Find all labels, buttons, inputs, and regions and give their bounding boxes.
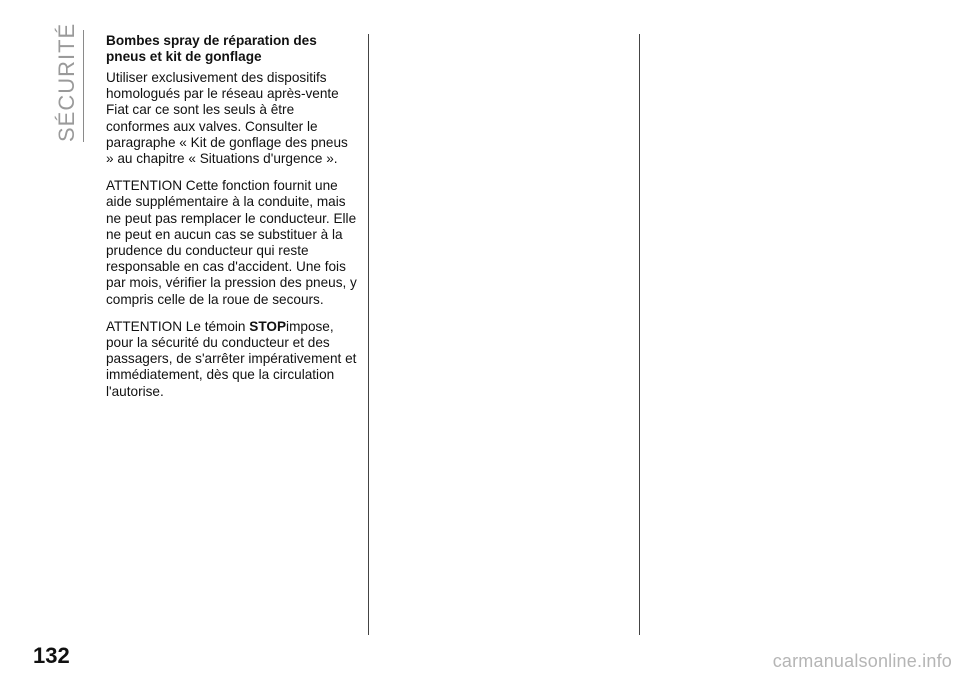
paragraph-warning-stop: [106, 319, 358, 400]
column-divider-2: [639, 34, 640, 635]
section-heading: Bombes spray de réparation des pneus et kit de gonflage: [106, 33, 317, 64]
watermark: carmanualsonline.info: [772, 651, 952, 671]
paragraph-devices: Utiliser exclusivement des dispositifs homologués par le réseau après-vente Fiat car ce sont les seuls à être conformes aux valves. Consulter le paragraphe « Kit de gonflage des pneus » au chapitre « Situations d'urgence ».: [106, 70, 348, 167]
paragraph-stop-suffix: impose, pour la sécurité du conducteur et des passagers, de s'arrêter impérativement et immédiatement, dès que la circulation l'autorise.: [106, 318, 357, 399]
text-column: [106, 33, 358, 411]
column-divider-1: [368, 34, 369, 635]
paragraph-warning-assist: ATTENTION Cette fonction fournit une aide supplémentaire à la conduite, mais ne peut pas remplacer le conducteur. Elle ne peut en aucun cas se substituer à la prudence du conducteur qui reste responsable en cas d'accident. Une fois par mois, vérifier la pression des pneus, y compris celle de la roue de secours.: [106, 178, 357, 307]
stop-indicator-label: STOP: [249, 318, 287, 334]
paragraph-stop-prefix: ATTENTION Le témoin: [106, 318, 250, 334]
section-tab-rule: [83, 30, 84, 142]
section-label: SÉCURITÉ: [54, 22, 79, 142]
page-number: 132: [33, 643, 70, 668]
